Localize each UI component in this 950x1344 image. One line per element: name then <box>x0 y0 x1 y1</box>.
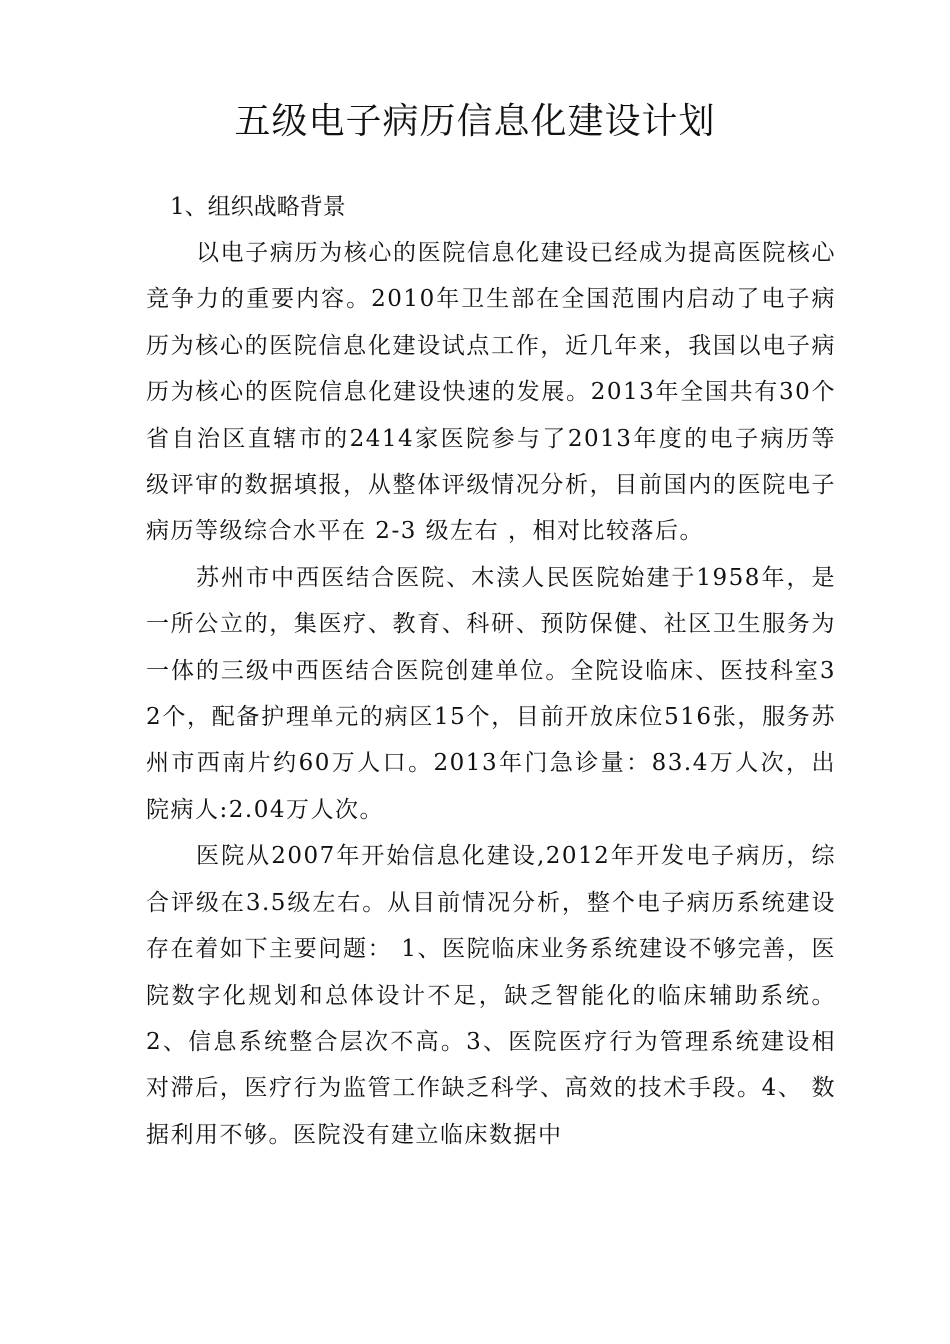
document-body <box>146 184 836 1158</box>
paragraph-problems: 医院从2007年开始信息化建设,2012年开发电子病历，综合评级在3.5级左右。从目前情况分析，整个电子病历系统建设存在着如下主要问题： 1、医院临床业务系统建设不够完善，医院数字化规划和总体设计不足，缺乏智能化的临床辅助系统。2、信息系统整合层次不高。3、医院医疗行为管理系统建设相对滞后，医疗行为监管工作缺乏科学、高效的技术手段。4、 数据利用不够。医院没有建立临床数据中 <box>146 843 836 1148</box>
document-title: 五级电子病历信息化建设计划 <box>234 101 716 142</box>
paragraph-hospital-intro: 苏州市中西医结合医院、木渎人民医院始建于1958年，是一所公立的，集医疗、教育、科研、预防保健、社区卫生服务为一体的三级中西医结合医院创建单位。全院设临床、医技科室32个，配备护理单元的病区15个，目前开放床位516张，服务苏州市西南片约60万人口。2013年门急诊量：83.4万人次，出院病人:2.04万人次。 <box>146 564 836 823</box>
paragraph-background: 以电子病历为核心的医院信息化建设已经成为提高医院核心竞争力的重要内容。2010年卫生部在全国范围内启动了电子病历为核心的医院信息化建设试点工作，近几年来，我国以电子病历为核心的医院信息化建设快速的发展。2013年全国共有30个省自治区直辖市的2414家医院参与了2013年度的电子病历等级评审的数据填报，从整体评级情况分析，目前国内的医院电子病历等级综合水平在 2-3 级左右 ，相对比较落后。 <box>146 240 836 545</box>
section-heading: 1、组织战略背景 <box>170 194 346 220</box>
